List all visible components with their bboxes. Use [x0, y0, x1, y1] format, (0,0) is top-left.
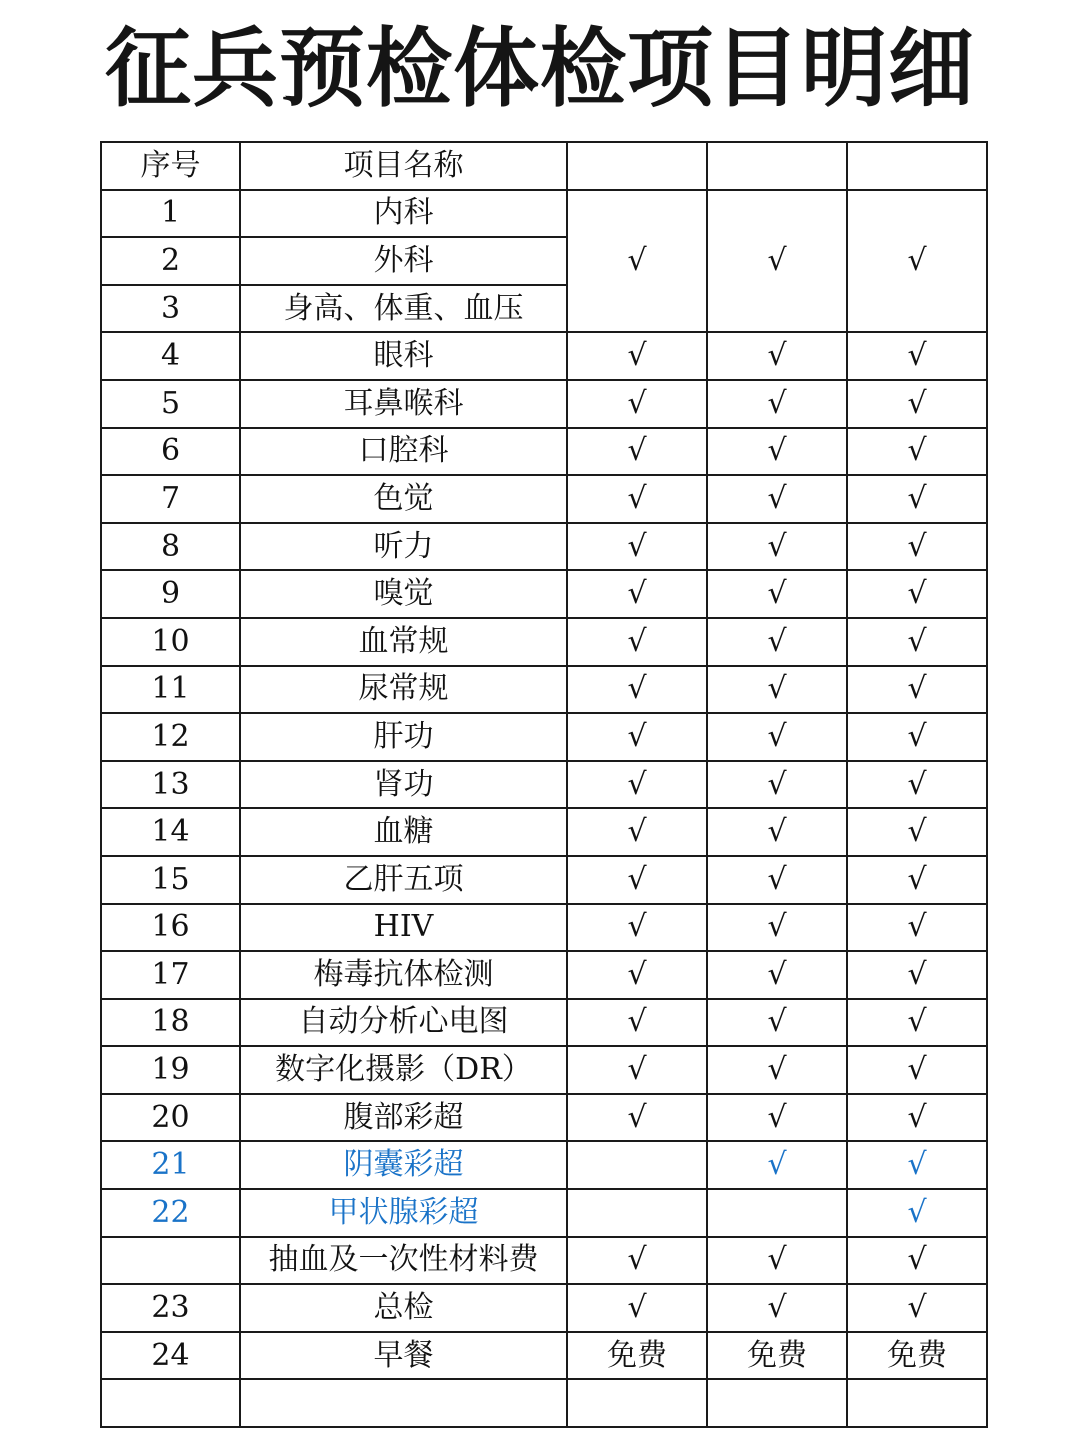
package-3-cell: √ [847, 570, 987, 618]
row-number: 22 [101, 1189, 240, 1237]
table-row [101, 999, 987, 1047]
package-1-cell: √ [567, 475, 707, 523]
table-row [101, 618, 987, 666]
package-2-cell [707, 1189, 847, 1237]
package-1-cell: √ [567, 951, 707, 999]
row-number: 13 [101, 761, 240, 809]
package-1-cell: √ [567, 761, 707, 809]
row-number: 4 [101, 332, 240, 380]
package-2-cell: √ [707, 1237, 847, 1285]
package-2-cell: 免费 [707, 1332, 847, 1380]
package-3-cell: √ [847, 951, 987, 999]
package-3-cell: √ [847, 999, 987, 1047]
package-3-cell: √ [847, 1046, 987, 1094]
package-1-cell [567, 1189, 707, 1237]
table-row [101, 856, 987, 904]
package-3-cell: √ [847, 904, 987, 952]
table-row [101, 713, 987, 761]
row-number: 8 [101, 523, 240, 571]
row-number: 15 [101, 856, 240, 904]
package-3-cell: √ [847, 1237, 987, 1285]
row-number [101, 1237, 240, 1285]
row-item-name: 肝功 [240, 713, 567, 761]
row-item-name: 甲状腺彩超 [240, 1189, 567, 1237]
exam-items-table [100, 141, 988, 1428]
row-item-name: 色觉 [240, 475, 567, 523]
row-item-name: 自动分析心电图 [240, 999, 567, 1047]
table-row [101, 332, 987, 380]
package-3-cell: √ [847, 1284, 987, 1332]
table-row-cutoff [101, 1379, 987, 1427]
package-2-cell: √ [707, 1046, 847, 1094]
table-row [101, 428, 987, 476]
header-package-3 [847, 142, 987, 190]
package-1-cell: √ [567, 999, 707, 1047]
package-3-cell: √ [847, 808, 987, 856]
row-number: 12 [101, 713, 240, 761]
row-number: 6 [101, 428, 240, 476]
package-3-cell: √ [847, 666, 987, 714]
row-item-name: 早餐 [240, 1332, 567, 1380]
package-2-cell: √ [707, 951, 847, 999]
package-1-cell: √ [567, 523, 707, 571]
package-2-cell: √ [707, 1094, 847, 1142]
package-1-cell: √ [567, 856, 707, 904]
row-number: 16 [101, 904, 240, 952]
header-package-2 [707, 142, 847, 190]
page-title: 征兵预检体检项目明细 [105, 19, 975, 119]
package-3-cell: √ [847, 1094, 987, 1142]
package-3-cell: √ [847, 332, 987, 380]
table-row [101, 808, 987, 856]
row-item-name: HIV [240, 904, 567, 952]
cutoff-cell [240, 1379, 567, 1427]
package-2-cell: √ [707, 570, 847, 618]
package-2-cell: √ [707, 904, 847, 952]
package-1-cell: √ [567, 1284, 707, 1332]
package-2-cell: √ [707, 1284, 847, 1332]
cutoff-cell [847, 1379, 987, 1427]
row-number: 5 [101, 380, 240, 428]
package-1-cell: √ [567, 618, 707, 666]
package-2-cell: √ [707, 999, 847, 1047]
header-package-1 [567, 142, 707, 190]
table-row [101, 666, 987, 714]
row-number: 14 [101, 808, 240, 856]
row-number: 1 [101, 190, 240, 238]
cutoff-cell [101, 1379, 240, 1427]
row-item-name: 腹部彩超 [240, 1094, 567, 1142]
row-item-name: 血糖 [240, 808, 567, 856]
header-name: 项目名称 [240, 142, 567, 190]
row-number: 11 [101, 666, 240, 714]
row-item-name: 眼科 [240, 332, 567, 380]
package-3-cell: √ [847, 523, 987, 571]
row-item-name: 耳鼻喉科 [240, 380, 567, 428]
package-1-cell: √ [567, 380, 707, 428]
package-1-cell: √ [567, 808, 707, 856]
package-1-cell: √ [567, 428, 707, 476]
package-2-cell: √ [707, 761, 847, 809]
package-2-cell: √ [707, 332, 847, 380]
row-number: 20 [101, 1094, 240, 1142]
package-2-cell: √ [707, 475, 847, 523]
row-item-name: 身高、体重、血压 [240, 285, 567, 333]
row-item-name: 总检 [240, 1284, 567, 1332]
table-row [101, 904, 987, 952]
row-number: 19 [101, 1046, 240, 1094]
cutoff-cell [707, 1379, 847, 1427]
package-1-cell: √ [567, 570, 707, 618]
row-number: 24 [101, 1332, 240, 1380]
table-row [101, 475, 987, 523]
package-1-cell: √ [567, 1094, 707, 1142]
package-2-cell: √ [707, 523, 847, 571]
table-row [101, 380, 987, 428]
package-2-cell: √ [707, 856, 847, 904]
row-number: 7 [101, 475, 240, 523]
table-row [101, 190, 987, 238]
package-1-cell: √ [567, 904, 707, 952]
row-number: 3 [101, 285, 240, 333]
package-3-cell: √ [847, 475, 987, 523]
table-row [101, 1237, 987, 1285]
table-row [101, 1189, 987, 1237]
table-header-row [101, 142, 987, 190]
header-no: 序号 [101, 142, 240, 190]
package-3-cell: √ [847, 761, 987, 809]
package-3-cell: √ [847, 380, 987, 428]
table-row [101, 951, 987, 999]
package-1-check: √ [567, 190, 707, 333]
package-3-cell: √ [847, 1189, 987, 1237]
package-2-cell: √ [707, 1141, 847, 1189]
table-row [101, 1284, 987, 1332]
row-number: 21 [101, 1141, 240, 1189]
row-item-name: 抽血及一次性材料费 [240, 1237, 567, 1285]
row-item-name: 听力 [240, 523, 567, 571]
package-2-cell: √ [707, 666, 847, 714]
package-3-cell: √ [847, 856, 987, 904]
package-2-cell: √ [707, 380, 847, 428]
table-row [101, 1141, 987, 1189]
package-3-check: √ [847, 190, 987, 333]
package-2-cell: √ [707, 713, 847, 761]
package-1-cell: √ [567, 1237, 707, 1285]
package-2-cell: √ [707, 428, 847, 476]
row-item-name: 梅毒抗体检测 [240, 951, 567, 999]
package-1-cell: √ [567, 666, 707, 714]
table-row [101, 1046, 987, 1094]
row-item-name: 肾功 [240, 761, 567, 809]
package-1-cell: √ [567, 1046, 707, 1094]
package-1-cell: 免费 [567, 1332, 707, 1380]
package-3-cell: √ [847, 713, 987, 761]
row-item-name: 嗅觉 [240, 570, 567, 618]
package-3-cell: √ [847, 618, 987, 666]
row-number: 2 [101, 237, 240, 285]
package-1-cell: √ [567, 332, 707, 380]
row-number: 10 [101, 618, 240, 666]
package-1-cell [567, 1141, 707, 1189]
row-item-name: 尿常规 [240, 666, 567, 714]
row-item-name: 阴囊彩超 [240, 1141, 567, 1189]
row-item-name: 数字化摄影（DR） [240, 1046, 567, 1094]
row-item-name: 内科 [240, 190, 567, 238]
cutoff-cell [567, 1379, 707, 1427]
table-row [101, 570, 987, 618]
package-1-cell: √ [567, 713, 707, 761]
row-item-name: 血常规 [240, 618, 567, 666]
table-row [101, 523, 987, 571]
row-number: 9 [101, 570, 240, 618]
package-2-cell: √ [707, 618, 847, 666]
package-3-cell: 免费 [847, 1332, 987, 1380]
row-number: 23 [101, 1284, 240, 1332]
table-row [101, 761, 987, 809]
package-3-cell: √ [847, 1141, 987, 1189]
table-row [101, 1332, 987, 1380]
row-item-name: 外科 [240, 237, 567, 285]
package-2-check: √ [707, 190, 847, 333]
package-3-cell: √ [847, 428, 987, 476]
row-item-name: 乙肝五项 [240, 856, 567, 904]
table-row [101, 1094, 987, 1142]
package-2-cell: √ [707, 808, 847, 856]
row-number: 18 [101, 999, 240, 1047]
row-item-name: 口腔科 [240, 428, 567, 476]
row-number: 17 [101, 951, 240, 999]
